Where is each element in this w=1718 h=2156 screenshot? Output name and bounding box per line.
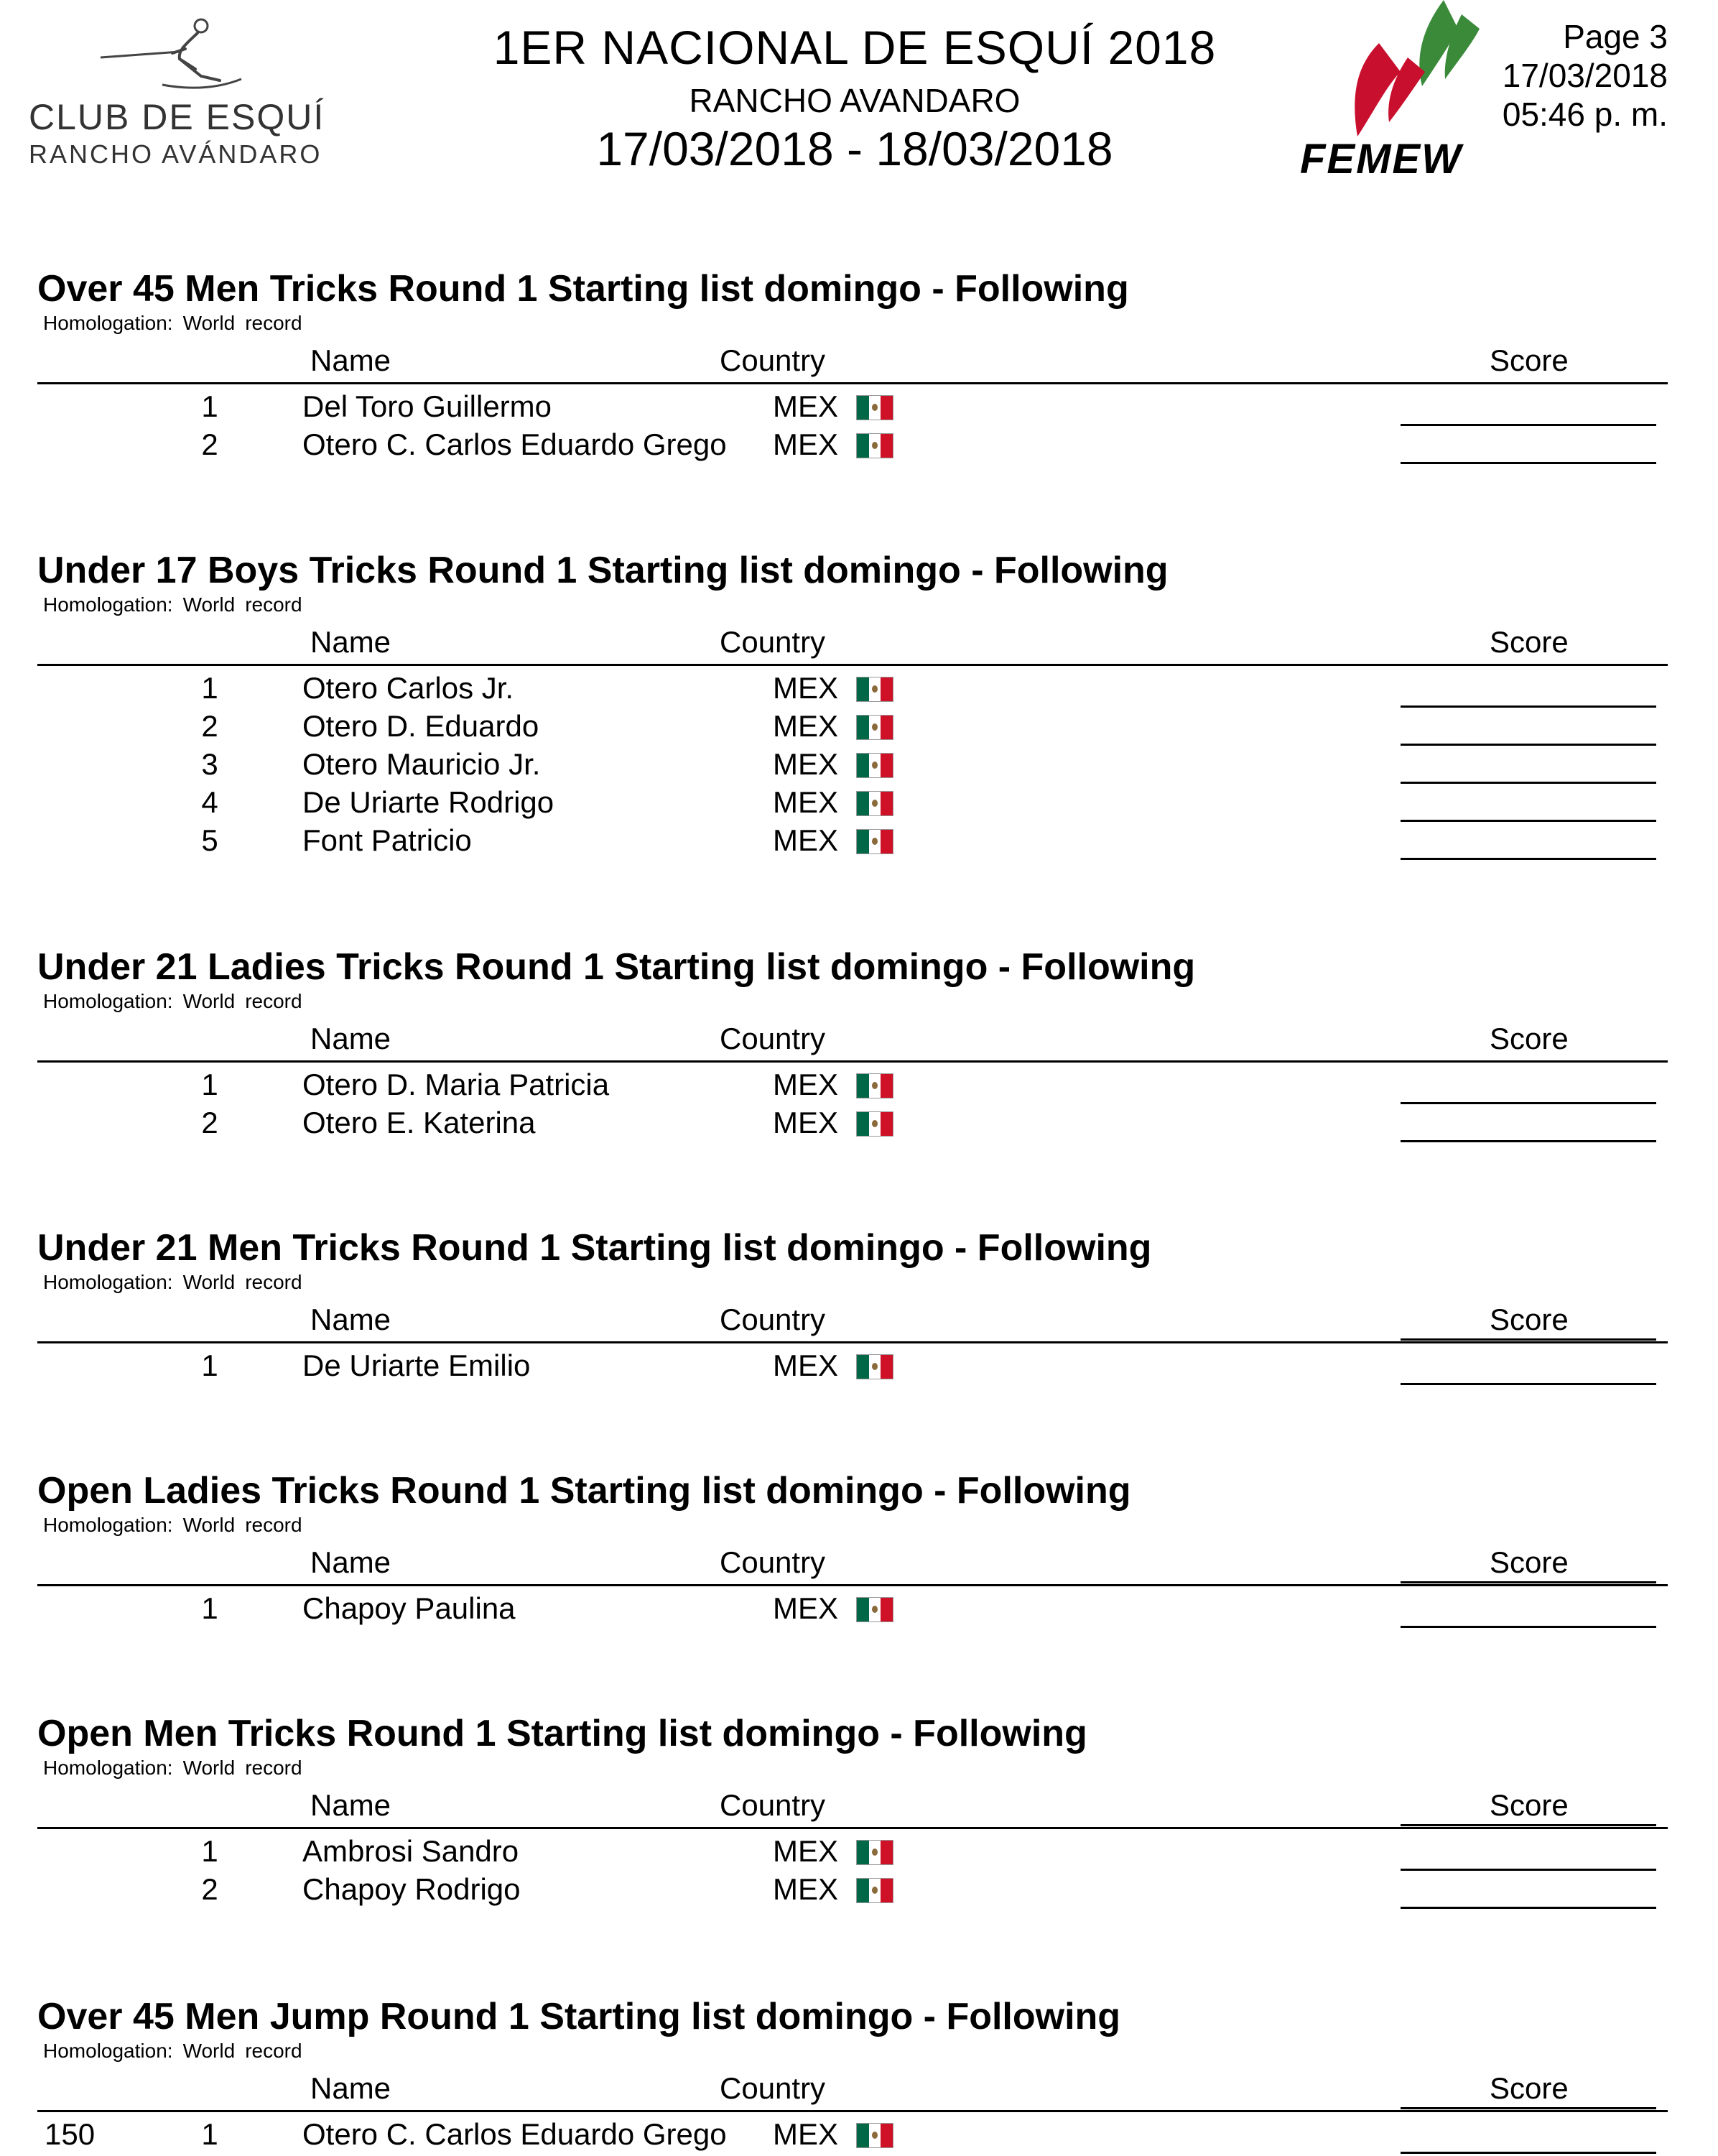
table-row bbox=[37, 1872, 1668, 1911]
homologation-type: record bbox=[245, 2040, 302, 2062]
score-header-underline bbox=[1401, 1338, 1656, 1341]
section-title: Open Men Tricks Round 1 Starting list domingo - Following bbox=[37, 1713, 1087, 1754]
score-header-underline bbox=[1401, 2107, 1656, 2109]
column-header-name: Name bbox=[310, 1788, 391, 1822]
country-code: MEX bbox=[773, 2117, 839, 2151]
homologation-line bbox=[43, 2040, 312, 2063]
skier-name: De Uriarte Rodrigo bbox=[302, 785, 554, 819]
skier-name: Otero D. Maria Patricia bbox=[302, 1068, 610, 1101]
score-blank-line bbox=[1401, 858, 1656, 860]
event-venue: RANCHO AVANDARO bbox=[689, 82, 1021, 119]
country-code: MEX bbox=[773, 427, 839, 461]
homologation-line bbox=[43, 312, 312, 335]
mexico-flag-icon bbox=[856, 1111, 893, 1137]
start-order: 3 bbox=[201, 747, 218, 781]
column-header-country: Country bbox=[720, 2071, 826, 2105]
start-order: 1 bbox=[201, 1834, 218, 1868]
header-divider bbox=[37, 1584, 1668, 1586]
column-header-name: Name bbox=[310, 1303, 391, 1336]
score-header-underline bbox=[1401, 1824, 1656, 1826]
country-code: MEX bbox=[773, 823, 839, 857]
score-header-underline bbox=[1401, 1581, 1656, 1583]
skier-name: Otero Carlos Jr. bbox=[302, 671, 514, 705]
event-header bbox=[388, 20, 1322, 175]
skier-name: Chapoy Rodrigo bbox=[302, 1872, 521, 1906]
column-header-country: Country bbox=[720, 343, 826, 377]
homologation-line bbox=[43, 593, 312, 616]
section-title: Under 21 Ladies Tricks Round 1 Starting list domingo - Following bbox=[37, 946, 1196, 988]
mexico-flag-icon bbox=[856, 1878, 893, 1903]
skier-name: Otero D. Eduardo bbox=[302, 709, 539, 743]
header-divider bbox=[37, 664, 1668, 666]
column-header-score: Score bbox=[1490, 1788, 1569, 1822]
table-row bbox=[37, 671, 1668, 710]
mexico-flag-icon bbox=[856, 677, 893, 702]
page-meta bbox=[1503, 17, 1668, 134]
table-row bbox=[37, 823, 1668, 862]
start-order: 1 bbox=[201, 671, 218, 705]
skier-name: Ambrosi Sandro bbox=[302, 1834, 519, 1868]
column-header-score: Score bbox=[1490, 625, 1569, 659]
column-header-country: Country bbox=[720, 1545, 826, 1579]
table-row bbox=[37, 1106, 1668, 1144]
score-blank-line bbox=[1401, 1383, 1656, 1385]
header-divider bbox=[37, 1060, 1668, 1063]
header-divider bbox=[37, 1827, 1668, 1829]
homologation-line bbox=[43, 1757, 312, 1780]
start-order: 1 bbox=[201, 1348, 218, 1382]
column-header-score: Score bbox=[1490, 1022, 1569, 1055]
section-title: Under 17 Boys Tricks Round 1 Starting list domingo - Following bbox=[37, 550, 1169, 591]
skier-name: De Uriarte Emilio bbox=[302, 1348, 531, 1382]
mexico-flag-icon bbox=[856, 1840, 893, 1865]
country-code: MEX bbox=[773, 671, 839, 705]
homologation-level: World bbox=[182, 593, 236, 616]
homologation-level: World bbox=[182, 2040, 236, 2062]
country-code: MEX bbox=[773, 1591, 839, 1625]
homologation-level: World bbox=[182, 1514, 236, 1536]
country-code: MEX bbox=[773, 709, 839, 743]
country-code: MEX bbox=[773, 1872, 839, 1906]
mexico-flag-icon bbox=[856, 791, 893, 816]
bib-number: 150 bbox=[45, 2117, 96, 2151]
column-header-name: Name bbox=[310, 2071, 391, 2105]
table-row bbox=[37, 1068, 1668, 1106]
homologation-label: Homologation: bbox=[43, 1514, 173, 1536]
table-row bbox=[37, 747, 1668, 786]
country-code: MEX bbox=[773, 747, 839, 781]
mexico-flag-icon bbox=[856, 395, 893, 420]
section-title: Over 45 Men Jump Round 1 Starting list domingo - Following bbox=[37, 1996, 1121, 2037]
header-divider bbox=[37, 2110, 1668, 2112]
column-header-country: Country bbox=[720, 625, 826, 659]
country-code: MEX bbox=[773, 1834, 839, 1868]
club-name-line1: CLUB DE ESQUÍ bbox=[29, 97, 325, 137]
section-title: Open Ladies Tricks Round 1 Starting list domingo - Following bbox=[37, 1470, 1131, 1512]
print-time: 05:46 p. m. bbox=[1502, 96, 1668, 133]
table-row bbox=[37, 709, 1668, 748]
mexico-flag-icon bbox=[856, 829, 893, 854]
column-header-country: Country bbox=[720, 1303, 826, 1336]
country-code: MEX bbox=[773, 785, 839, 819]
homologation-type: record bbox=[245, 593, 302, 616]
score-blank-line bbox=[1401, 462, 1656, 464]
homologation-label: Homologation: bbox=[43, 990, 173, 1012]
mexico-flag-icon bbox=[856, 1073, 893, 1098]
column-header-score: Score bbox=[1490, 1303, 1569, 1336]
table-row bbox=[37, 1348, 1668, 1387]
mexico-flag-icon bbox=[856, 2123, 893, 2148]
table-row bbox=[37, 2117, 1668, 2156]
event-dates: 17/03/2018 - 18/03/2018 bbox=[596, 122, 1113, 175]
score-blank-line bbox=[1401, 1907, 1656, 1909]
page-number: Page 3 bbox=[1563, 18, 1668, 55]
score-blank-line bbox=[1401, 782, 1656, 784]
column-header-score: Score bbox=[1490, 1545, 1569, 1579]
score-blank-line bbox=[1401, 1102, 1656, 1104]
homologation-label: Homologation: bbox=[43, 312, 173, 334]
homologation-level: World bbox=[182, 312, 236, 334]
homologation-type: record bbox=[245, 990, 302, 1012]
mexico-flag-icon bbox=[856, 433, 893, 458]
column-header-score: Score bbox=[1490, 2071, 1569, 2105]
homologation-label: Homologation: bbox=[43, 1757, 173, 1779]
start-order: 2 bbox=[201, 1106, 218, 1139]
skier-name: Font Patricio bbox=[302, 823, 472, 857]
table-row bbox=[37, 1834, 1668, 1873]
column-header-name: Name bbox=[310, 343, 391, 377]
skier-name: Otero C. Carlos Eduardo Grego bbox=[302, 427, 727, 461]
column-header-name: Name bbox=[310, 625, 391, 659]
start-order: 1 bbox=[201, 1068, 218, 1101]
femew-wordmark: FEMEW bbox=[1300, 136, 1462, 182]
table-row bbox=[37, 1591, 1668, 1630]
homologation-label: Homologation: bbox=[43, 1271, 173, 1293]
skier-name: Otero E. Katerina bbox=[302, 1106, 536, 1139]
score-blank-line bbox=[1401, 705, 1656, 708]
homologation-label: Homologation: bbox=[43, 2040, 173, 2062]
header-divider bbox=[37, 1341, 1668, 1343]
homologation-level: World bbox=[182, 990, 236, 1012]
homologation-level: World bbox=[182, 1757, 236, 1779]
column-header-country: Country bbox=[720, 1022, 826, 1055]
print-date: 17/03/2018 bbox=[1502, 57, 1668, 94]
homologation-type: record bbox=[245, 1271, 302, 1293]
club-name-line2: RANCHO AVÁNDARO bbox=[29, 139, 322, 169]
mexico-flag-icon bbox=[856, 715, 893, 740]
skier-name: Otero Mauricio Jr. bbox=[302, 747, 541, 781]
column-header-name: Name bbox=[310, 1545, 391, 1579]
column-header-country: Country bbox=[720, 1788, 826, 1822]
skier-name: Otero C. Carlos Eduardo Grego bbox=[302, 2117, 727, 2151]
score-blank-line bbox=[1401, 1140, 1656, 1142]
club-logo bbox=[29, 16, 325, 174]
start-order: 2 bbox=[201, 1872, 218, 1906]
homologation-type: record bbox=[245, 312, 302, 334]
score-blank-line bbox=[1401, 744, 1656, 746]
column-header-name: Name bbox=[310, 1022, 391, 1055]
homologation-label: Homologation: bbox=[43, 593, 173, 616]
table-row bbox=[37, 427, 1668, 466]
country-code: MEX bbox=[773, 1068, 839, 1101]
homologation-line bbox=[43, 1271, 312, 1294]
start-order: 1 bbox=[201, 1591, 218, 1625]
homologation-line bbox=[43, 990, 312, 1013]
start-order: 4 bbox=[201, 785, 218, 819]
column-header-score: Score bbox=[1490, 343, 1569, 377]
homologation-type: record bbox=[245, 1757, 302, 1779]
country-code: MEX bbox=[773, 1106, 839, 1139]
skier-name: Del Toro Guillermo bbox=[302, 389, 552, 423]
table-row bbox=[37, 785, 1668, 824]
femew-swoosh-icon bbox=[1336, 0, 1480, 137]
country-code: MEX bbox=[773, 1348, 839, 1382]
score-blank-line bbox=[1401, 1869, 1656, 1871]
section-title: Under 21 Men Tricks Round 1 Starting list domingo - Following bbox=[37, 1227, 1152, 1269]
femew-logo bbox=[1293, 0, 1523, 180]
mexico-flag-icon bbox=[856, 1354, 893, 1379]
score-blank-line bbox=[1401, 820, 1656, 822]
homologation-type: record bbox=[245, 1514, 302, 1536]
score-blank-line bbox=[1401, 1626, 1656, 1628]
country-code: MEX bbox=[773, 389, 839, 423]
start-order: 1 bbox=[201, 2117, 218, 2151]
start-order: 5 bbox=[201, 823, 218, 857]
mexico-flag-icon bbox=[856, 753, 893, 778]
start-order: 2 bbox=[201, 427, 218, 461]
score-blank-line bbox=[1401, 2152, 1656, 2154]
start-order: 1 bbox=[201, 389, 218, 423]
homologation-level: World bbox=[182, 1271, 236, 1293]
section-title: Over 45 Men Tricks Round 1 Starting list domingo - Following bbox=[37, 268, 1129, 310]
start-order: 2 bbox=[201, 709, 218, 743]
score-blank-line bbox=[1401, 424, 1656, 426]
header-divider bbox=[37, 382, 1668, 384]
water-skier-icon bbox=[93, 16, 244, 95]
table-row bbox=[37, 389, 1668, 428]
skier-name: Chapoy Paulina bbox=[302, 1591, 516, 1625]
event-title: 1ER NACIONAL DE ESQUÍ 2018 bbox=[493, 21, 1217, 74]
homologation-line bbox=[43, 1514, 312, 1537]
mexico-flag-icon bbox=[856, 1597, 893, 1622]
